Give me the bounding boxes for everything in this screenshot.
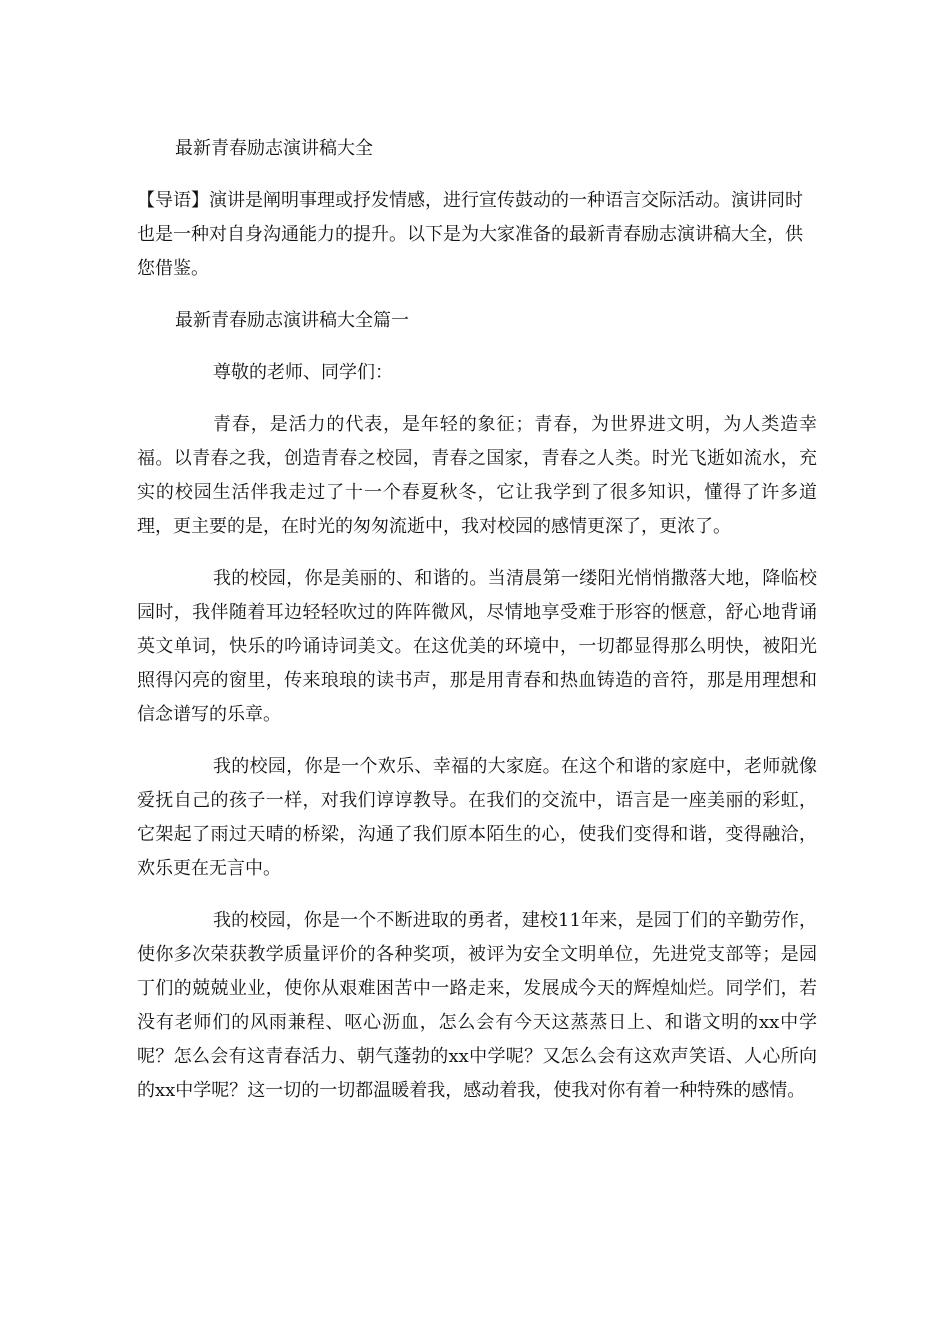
- body-paragraph-1: 青春，是活力的代表，是年轻的象征；青春，为世界进文明，为人类造幸福。以青春之我，创造青春之校园，青春之国家，青春之人类。时光飞逝如流水，充实的校园生活伴我走过了十一个春夏秋冬，它让我学到了很多知识，懂得了许多道理，更主要的是，在时光的匆匆流逝中，我对校园的感情更深了，更浓了。: [137, 414, 817, 537]
- body-paragraph-2: 我的校园，你是美丽的、和谐的。当清晨第一缕阳光悄悄撒落大地，降临校园时，我伴随着耳边轻轻吹过的阵阵微风，尽情地享受难于形容的惬意，舒心地背诵英文单词，快乐的吟诵诗词美文。在这优美的环境中，一切都显得那么明快，被阳光照得闪亮的窗里，传来琅琅的读书声，那是用青春和热血铸造的音符，那是用理想和信念谱写的乐章。: [137, 568, 817, 725]
- greeting: 尊敬的老师、同学们：: [213, 362, 393, 383]
- body-paragraph-3: 我的校园，你是一个欢乐、幸福的大家庭。在这个和谐的家庭中，老师就像爱抚自己的孩子一样，对我们谆谆教导。在我们的交流中，语言是一座美丽的彩虹，它架起了雨过天晴的桥梁，沟通了我们原本陌生的心，使我们变得和谐，变得融洽，欢乐更在无言中。: [137, 756, 817, 879]
- body-paragraph-4: 我的校园，你是一个不断进取的勇者，建校11年来，是园丁们的辛勤劳作，使你多次荣获教学质量评价的各种奖项，被评为安全文明单位，先进党支部等；是园丁们的兢兢业业，使你从艰难困苦中一路走来，发展成今天的辉煌灿烂。同学们，若没有老师们的风雨兼程、呕心沥血，怎么会有今天这蒸蒸日上、和谐文明的xx中学呢？怎么会有这青春活力、朝气蓬勃的xx中学呢？又怎么会有这欢声笑语、人心所向的xx中学呢？这一切的一切都温暖着我，感动着我，使我对你有着一种特殊的感情。: [137, 910, 817, 1101]
- document-body: [137, 132, 817, 1108]
- intro-paragraph: 【导语】演讲是阐明事理或抒发情感，进行宣传鼓动的一种语言交际活动。演讲同时也是一种对自身沟通能力的提升。以下是为大家准备的最新青春励志演讲稿大全，供您借鉴。: [137, 190, 803, 279]
- section-title: 最新青春励志演讲稿大全篇一: [175, 310, 409, 331]
- document-title: 最新青春励志演讲稿大全: [175, 138, 373, 159]
